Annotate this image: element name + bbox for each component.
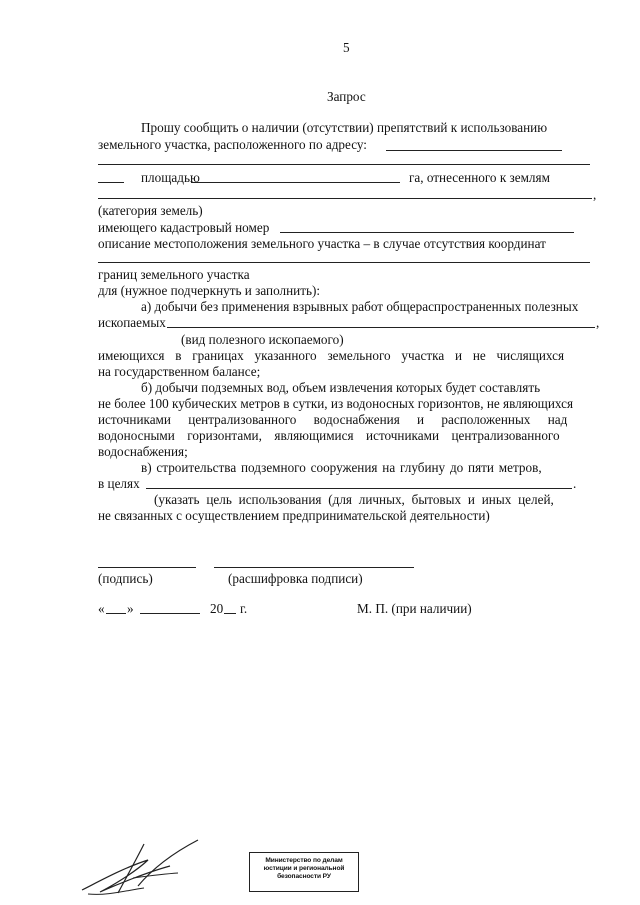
page-number: 5 <box>343 40 350 55</box>
date-year-suffix: г. <box>240 601 248 616</box>
date-day-field[interactable] <box>106 613 126 614</box>
seal-label: М. П. (при наличии) <box>357 601 472 616</box>
ministry-stamp <box>249 852 359 892</box>
area-unit-text: га, отнесенного к землям <box>409 170 550 185</box>
item-b-line-2: не более 100 кубических метров в сутки, из водоносных горизонтов, не являющихся <box>98 396 574 411</box>
mineral-type-field[interactable] <box>167 327 595 328</box>
cadastral-number-field[interactable] <box>280 232 574 233</box>
coordinates-field[interactable] <box>98 262 590 263</box>
signature-decode-label: (расшифровка подписи) <box>228 571 363 586</box>
purpose-field[interactable] <box>146 488 572 489</box>
address-field[interactable] <box>386 150 562 151</box>
stamp-line-3: безопасности РУ <box>277 872 331 880</box>
land-category-field[interactable] <box>98 198 592 199</box>
area-value-field[interactable] <box>191 182 400 183</box>
item-c-line-2: в целях <box>98 476 140 491</box>
signature-label: (подпись) <box>98 571 153 586</box>
cadastral-label: имеющего кадастровый номер <box>98 220 270 235</box>
address-field-continued[interactable] <box>98 164 590 165</box>
stamp-line-1: Министерство по делам <box>265 857 343 864</box>
date-close-quote: » <box>127 601 134 616</box>
intro-line-2: земельного участка, расположенного по адресу: <box>98 137 367 152</box>
purpose-caption-1: (указать цель использования (для личных, бытовых и иных целей, <box>154 492 554 507</box>
date-year-field[interactable] <box>224 613 236 614</box>
area-comma: , <box>593 187 597 202</box>
item-b-line-5: водоснабжения; <box>98 444 188 459</box>
item-a-line-2: ископаемых <box>98 315 166 330</box>
intro-line-1: Прошу сообщить о наличии (отсутствии) препятствий к использованию <box>141 120 548 135</box>
item-a-line-4: на государственном балансе; <box>98 364 261 379</box>
item-c-line-1: в) строительства подземного сооружения на глубину до пяти метров, <box>141 460 542 475</box>
item-a-line-1: а) добычи без применения взрывных работ общераспространенных полезных <box>141 299 579 314</box>
area-label: площадью <box>141 170 200 185</box>
item-a-comma: , <box>596 315 600 330</box>
item-c-period: . <box>573 476 577 491</box>
date-open-quote: « <box>98 601 105 616</box>
handwritten-signature <box>78 838 228 898</box>
description-label: описание местоположения земельного участка – в случае отсутствия координат <box>98 236 546 251</box>
stamp-line-2: юстиции и региональной <box>263 864 345 872</box>
instruction-text: для (нужное подчеркнуть и заполнить): <box>98 283 321 298</box>
signature-decode-field[interactable] <box>214 567 414 568</box>
item-b-line-4: водоносными горизонтами, являющимися источниками централизованного <box>98 428 560 443</box>
area-prefix-field[interactable] <box>98 182 124 183</box>
signature-field[interactable] <box>98 567 196 568</box>
category-label: (категория земель) <box>98 203 203 218</box>
purpose-caption-2: не связанных с осуществлением предпринимательской деятельности) <box>98 508 490 523</box>
item-a-line-3-text: имеющихся в границах указанного земельного участка и не числящихся <box>98 348 565 363</box>
item-a-line-3 <box>98 349 599 362</box>
boundaries-label: границ земельного участка <box>98 267 250 282</box>
page-title: Запрос <box>327 89 366 104</box>
mineral-type-caption: (вид полезного ископаемого) <box>181 332 344 347</box>
item-b-line-1: б) добычи подземных вод, объем извлечения которых будет составлять <box>141 380 541 395</box>
date-month-field[interactable] <box>140 613 200 614</box>
item-b-line-3: источниками централизованного водоснабжения и расположенных над <box>98 412 568 427</box>
date-year-prefix: 20 <box>210 601 224 616</box>
